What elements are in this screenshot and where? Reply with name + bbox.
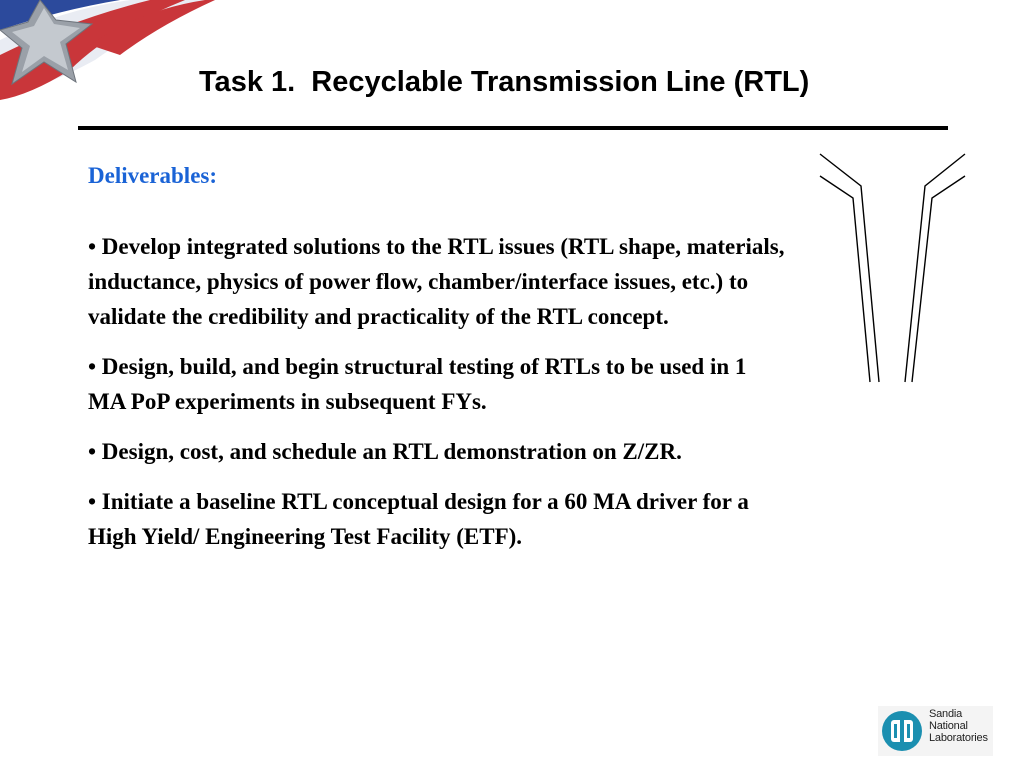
deliverable-item: • Design, build, and begin structural testing of RTLs to be used in 1 MA PoP experiments in subsequent FYs. [88, 354, 747, 414]
star-flag-logo [0, 0, 215, 120]
title-divider [78, 126, 948, 130]
deliverable-item: • Develop integrated solutions to the RTL issues (RTL shape, materials, inductance, physics of power flow, chamber/interface issues, etc.) to validate the credibility and practicality of the RTL concept. [88, 234, 785, 329]
deliverable-item: • Design, cost, and schedule an RTL demonstration on Z/ZR. [88, 439, 682, 464]
deliverable-item: • Initiate a baseline RTL conceptual design for a 60 MA driver for a High Yield/ Engineering Test Facility (ETF). [88, 489, 749, 549]
slide-title: Task 1. Recyclable Transmission Line (RTL) [199, 66, 810, 98]
sandia-wordmark-line: Laboratories [929, 732, 988, 744]
deliverables-list [88, 229, 788, 569]
sandia-wordmark [929, 708, 988, 744]
rtl-cone-diagram [815, 150, 970, 386]
sandia-wordmark-line: National [929, 720, 968, 732]
deliverables-heading: Deliverables: [88, 163, 218, 188]
sandia-wordmark-line: Sandia [929, 708, 963, 720]
